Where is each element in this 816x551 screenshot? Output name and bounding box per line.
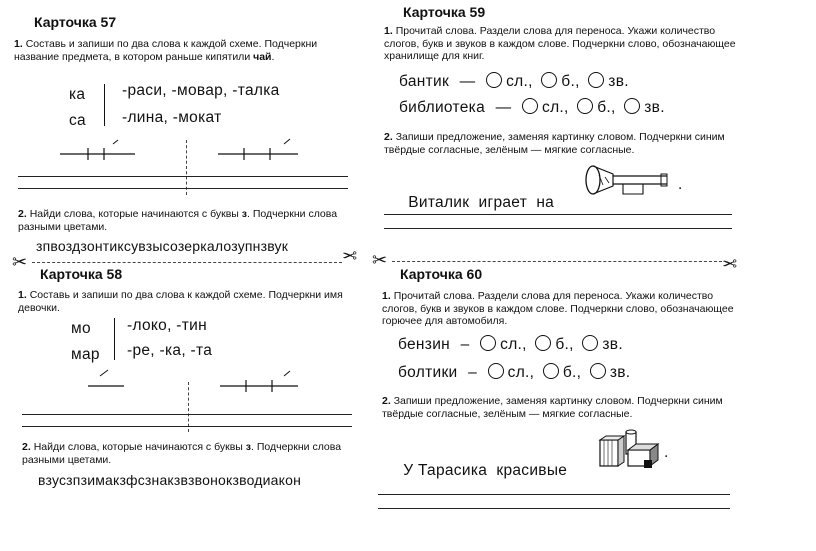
card58-title: Карточка 58: [40, 266, 123, 282]
syllable-scheme-right: [218, 140, 308, 160]
card58-task2: 2. Найди слова, которые начинаются с буквы з. Подчеркни слова разными цветами.: [22, 441, 342, 466]
highlight-letter: з: [245, 441, 251, 453]
scissors-icon: ✂: [722, 254, 738, 274]
scheme-syllable: мар: [71, 346, 100, 363]
writing-line: [384, 228, 732, 229]
answer-circle[interactable]: [624, 98, 640, 114]
scheme-syllable: са: [69, 112, 86, 129]
answer-circle[interactable]: [582, 335, 598, 351]
letter-chain: взусзпзимакзфсзнакзвзвонокзводиакон: [38, 472, 302, 488]
word-analysis-row: бензин – сл., б., зв.: [398, 336, 623, 353]
blocks-icon: [596, 426, 664, 470]
answer-circle[interactable]: [488, 363, 504, 379]
scheme-syllable: ка: [69, 86, 86, 103]
answer-circle[interactable]: [543, 363, 559, 379]
syllable-scheme-left: [60, 140, 140, 160]
writing-line: [384, 214, 732, 215]
cut-line: [392, 261, 722, 262]
writing-line: [378, 494, 730, 495]
card57-task2: 2. Найди слова, которые начинаются с буквы з. Подчеркни слова разными цветами.: [18, 208, 338, 233]
syllable-scheme-right: [220, 370, 310, 390]
trombone-icon: [583, 164, 675, 200]
word: библиотека: [399, 99, 485, 116]
sentence: Виталик играет на: [408, 194, 555, 211]
word-analysis-row: бантик — сл., б., зв.: [399, 73, 629, 90]
answer-circle[interactable]: [577, 98, 593, 114]
column-separator: [188, 382, 189, 432]
card60-task2: 2. Запиши предложение, заменяя картинку словом. Подчеркни синим твёрдые согласные, зелёным — мягкие согласные.: [382, 395, 723, 420]
scheme-endings: -раси, -мовар, -талка: [122, 82, 280, 99]
card59-task2: 2. Запиши предложение, заменяя картинку словом. Подчеркни синим твёрдые согласные, зелёным — мягкие согласные.: [384, 131, 725, 156]
scheme-divider: [114, 318, 115, 360]
scissors-icon: ✂: [342, 246, 358, 266]
card59-task1: 1. Прочитай слова. Раздели слова для переноса. Укажи количество слогов, букв и звуков в каждом слове. Подчеркни слово, обозначающее хранилище для книг.: [384, 25, 736, 62]
answer-circle[interactable]: [541, 72, 557, 88]
syllable-scheme-left: [88, 370, 138, 390]
writing-line: [18, 176, 348, 177]
sentence: У Тарасика красивые: [403, 462, 568, 479]
word: бензин: [398, 336, 451, 353]
highlight-letter: з: [241, 208, 247, 220]
scheme-endings: -лина, -мокат: [122, 109, 222, 126]
writing-line: [22, 426, 352, 427]
answer-circle[interactable]: [588, 72, 604, 88]
scheme-endings: -локо, -тин: [127, 317, 207, 334]
card57-title: Карточка 57: [34, 14, 117, 30]
word-analysis-row: библиотека — сл., б., зв.: [399, 99, 665, 116]
letter-chain: зпвоздзонтиксувзысозеркалозупнзвук: [36, 238, 289, 254]
answer-circle[interactable]: [522, 98, 538, 114]
answer-circle[interactable]: [486, 72, 502, 88]
scheme-divider: [104, 84, 105, 126]
card60-task1: 1. Прочитай слова. Раздели слова для переноса. Укажи количество слогов, букв и звуков в каждом слове. Подчеркни слово, обозначающее горючее для автомобиля.: [382, 290, 734, 327]
card58-task1: 1. Составь и запиши по два слова к каждой схеме. Подчеркни имя девочки.: [18, 289, 343, 314]
cut-line: [32, 262, 342, 263]
column-separator: [186, 140, 187, 195]
writing-line: [22, 414, 352, 415]
scissors-icon: ✂: [12, 252, 28, 272]
writing-line: [378, 508, 730, 509]
answer-circle[interactable]: [590, 363, 606, 379]
card60-title: Карточка 60: [400, 266, 483, 282]
word: бантик: [399, 73, 450, 90]
answer-circle[interactable]: [480, 335, 496, 351]
task-number: 1.: [14, 38, 23, 50]
task-bold-word: чай: [253, 50, 272, 63]
card59-title: Карточка 59: [403, 4, 486, 20]
answer-circle[interactable]: [535, 335, 551, 351]
word: болтики: [398, 364, 458, 381]
word-analysis-row: болтики – сл., б., зв.: [398, 364, 631, 381]
writing-line: [18, 188, 348, 189]
task-text: Составь и запиши по два слова к каждой схеме. Подчеркни название предмета, в котором раньше кипятили: [14, 38, 318, 63]
card57-task1: 1. Составь и запиши по два слова к каждой схеме. Подчеркни название предмета, в котором раньше кипятили чай.: [14, 38, 318, 63]
scissors-icon: ✂: [372, 250, 388, 270]
scheme-syllable: мо: [71, 320, 91, 337]
scheme-endings: -ре, -ка, -та: [127, 342, 213, 359]
